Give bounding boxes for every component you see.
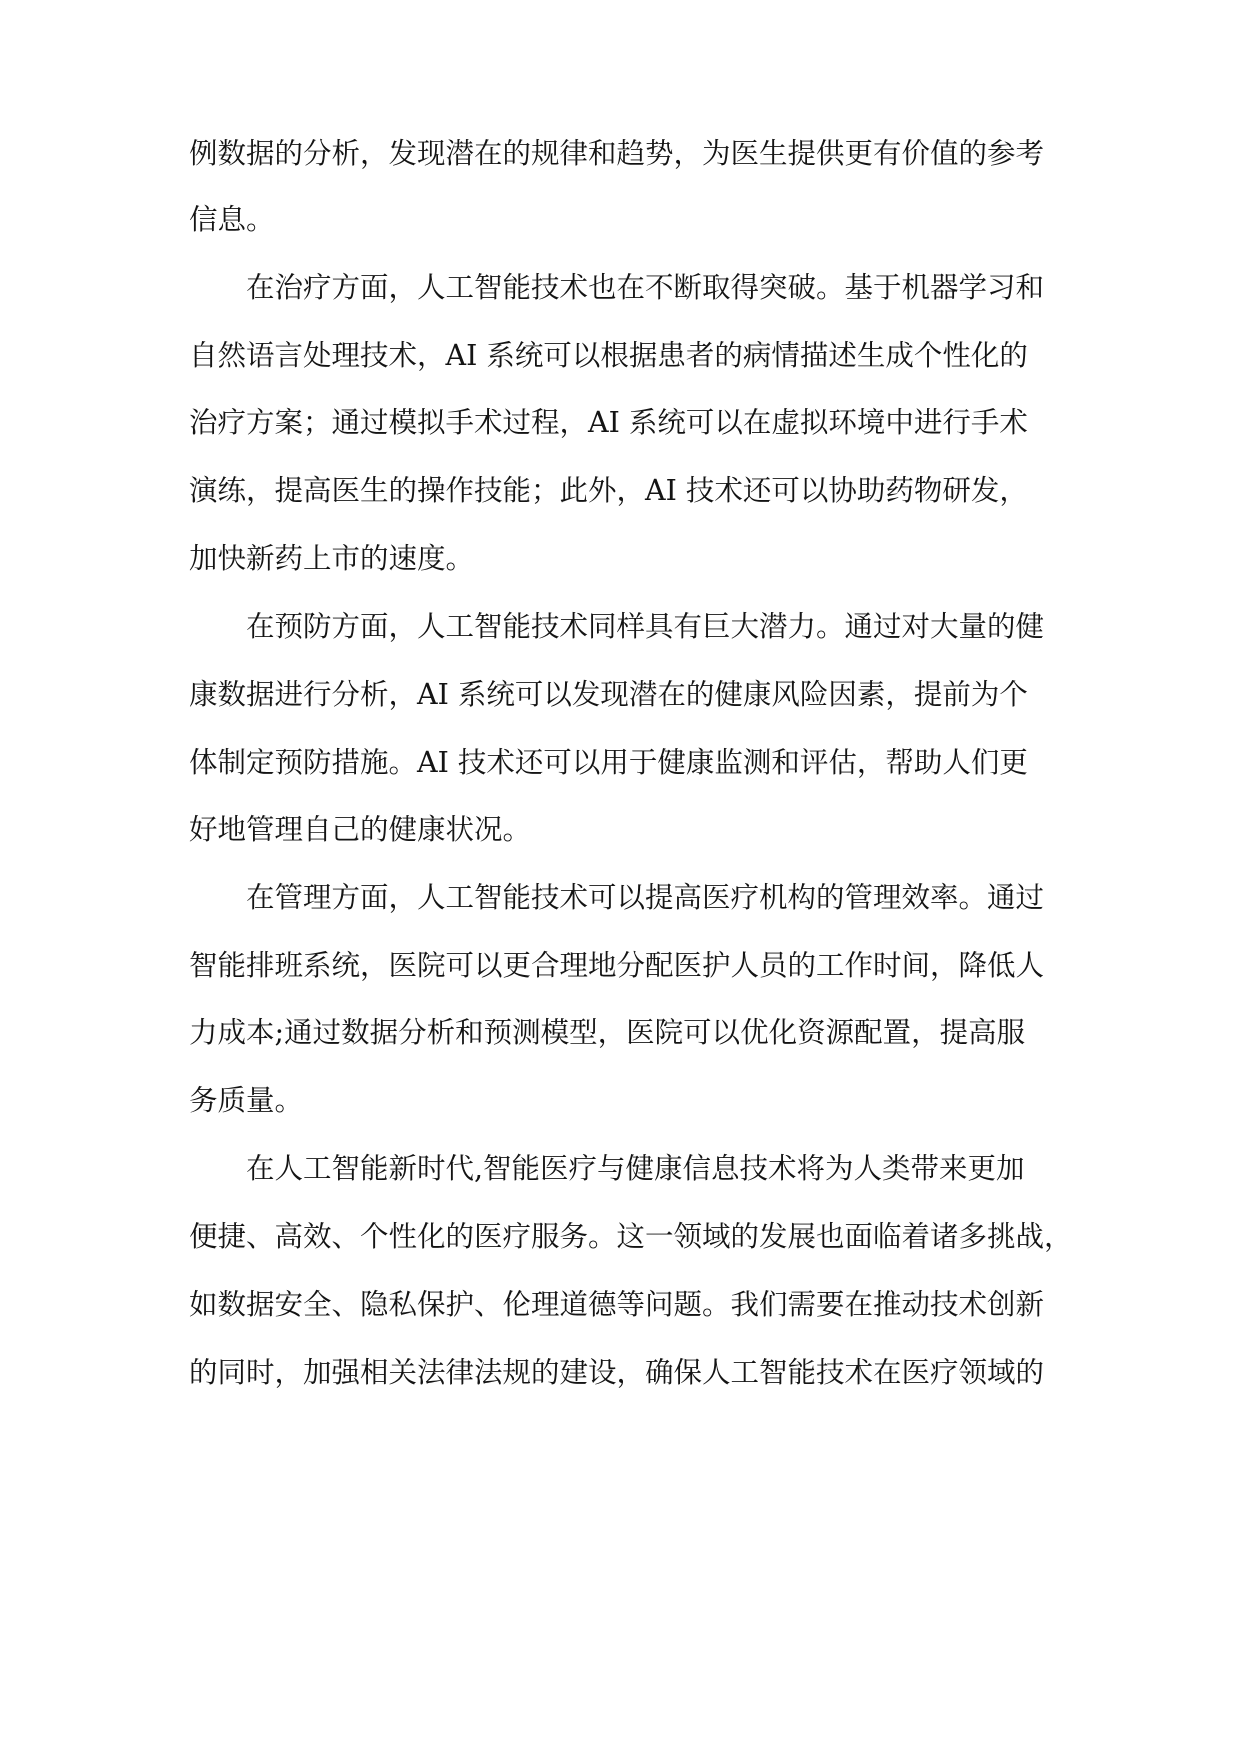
paragraph-4-line-2: 智能排班系统，医院可以更合理地分配医护人员的工作时间，降低人: [189, 949, 1045, 982]
paragraph-2-line-4: 演练，提高医生的操作技能；此外，AI 技术还可以协助药物研发，: [189, 474, 1028, 507]
paragraph-2-line-5: 加快新药上市的速度。: [189, 542, 475, 575]
paragraph-3-line-1: 在预防方面，人工智能技术同样具有巨大潜力。通过对大量的健: [246, 610, 1045, 643]
paragraph-2-line-3: 治疗方案；通过模拟手术过程，AI 系统可以在虚拟环境中进行手术: [189, 406, 1028, 439]
paragraph-1-line-1: 例数据的分析，发现潜在的规律和趋势，为医生提供更有价值的参考: [189, 137, 1045, 170]
paragraph-4-line-4: 务质量。: [189, 1084, 304, 1117]
paragraph-5-line-2: 便捷、高效、个性化的医疗服务。这一领域的发展也面临着诸多挑战，: [189, 1220, 1073, 1253]
paragraph-3-line-4: 好地管理自己的健康状况。: [189, 813, 532, 846]
paragraph-4-line-1: 在管理方面，人工智能技术可以提高医疗机构的管理效率。通过: [246, 881, 1045, 914]
paragraph-2-line-2: 自然语言处理技术，AI 系统可以根据患者的病情描述生成个性化的: [189, 339, 1028, 372]
paragraph-5-line-4: 的同时，加强相关法律法规的建设，确保人工智能技术在医疗领域的: [189, 1356, 1045, 1389]
paragraph-1-line-2: 信息。: [189, 203, 275, 236]
paragraph-5-line-1: 在人工智能新时代,智能医疗与健康信息技术将为人类带来更加: [246, 1152, 1025, 1185]
paragraph-3-line-2: 康数据进行分析，AI 系统可以发现潜在的健康风险因素，提前为个: [189, 678, 1028, 711]
paragraph-3-line-3: 体制定预防措施。AI 技术还可以用于健康监测和评估，帮助人们更: [189, 746, 1028, 779]
paragraph-4-line-3: 力成本;通过数据分析和预测模型，医院可以优化资源配置，提高服: [189, 1016, 1026, 1049]
paragraph-5-line-3: 如数据安全、隐私保护、伦理道德等问题。我们需要在推动技术创新: [189, 1288, 1045, 1321]
paragraph-2-line-1: 在治疗方面，人工智能技术也在不断取得突破。基于机器学习和: [246, 271, 1045, 304]
